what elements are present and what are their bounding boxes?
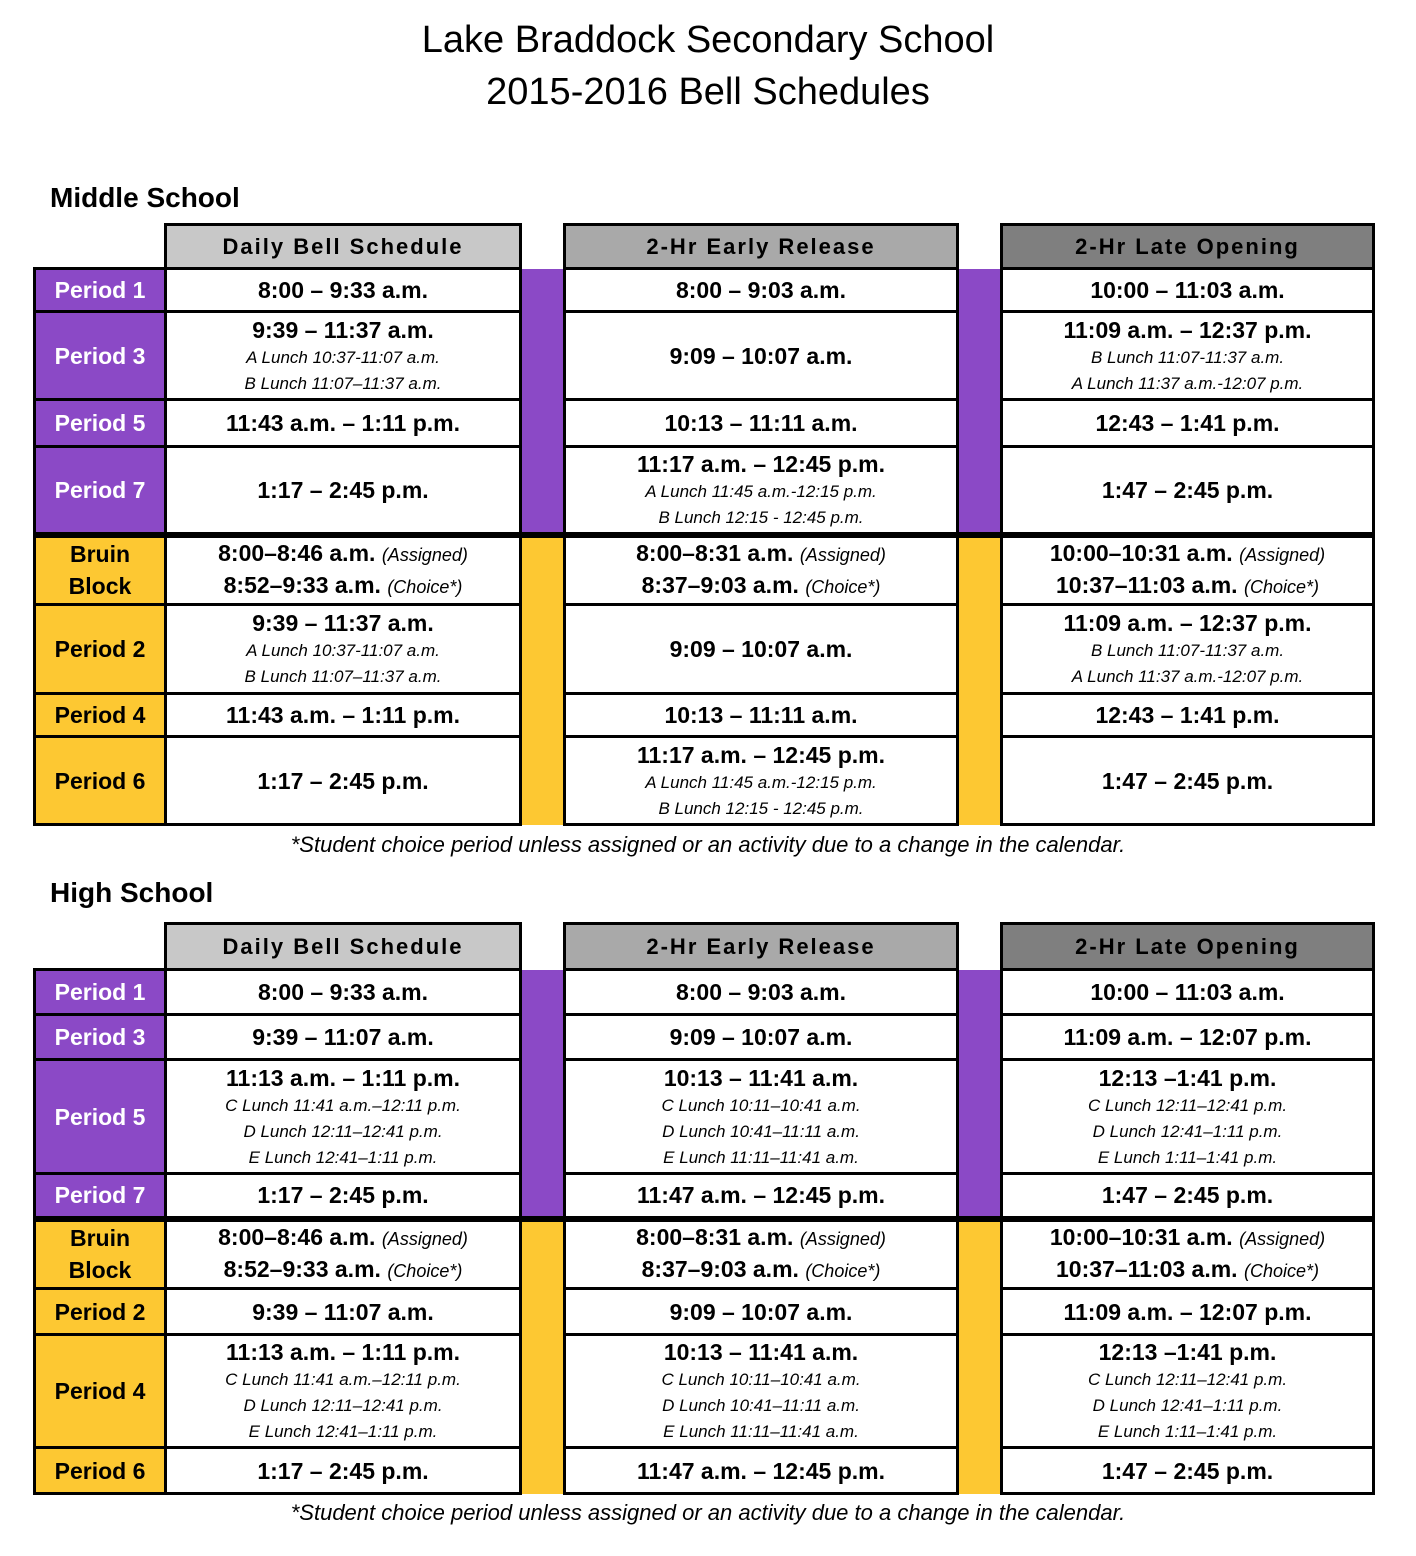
daily-cell: 11:43 a.m. – 1:11 p.m.	[166, 694, 521, 737]
late-cell: 10:00 – 11:03 a.m.	[1002, 970, 1374, 1015]
table-row	[35, 312, 1374, 400]
late-cell: 12:43 – 1:41 p.m.	[1002, 694, 1374, 737]
header-daily: Daily Bell Schedule	[166, 225, 521, 269]
daily-cell: 8:00–8:46 a.m. (Assigned) 8:52–9:33 a.m. (Choice*)	[166, 1219, 521, 1289]
header-late-opening: 2-Hr Late Opening	[1002, 225, 1374, 269]
late-cell: 10:00–10:31 a.m. (Assigned) 10:37–11:03 a.m. (Choice*)	[1002, 1219, 1374, 1289]
early-cell: 11:17 a.m. – 12:45 p.m. A Lunch 11:45 a.m.-12:15 p.m. B Lunch 12:15 - 12:45 p.m.	[565, 737, 958, 825]
daily-cell: 9:39 – 11:07 a.m.	[166, 1289, 521, 1335]
period-label: Period 7	[35, 447, 166, 535]
purple-divider	[958, 269, 1002, 535]
purple-divider	[521, 269, 565, 535]
early-cell: 9:09 – 10:07 a.m.	[565, 312, 958, 400]
table-row	[35, 1060, 1374, 1174]
table-row	[35, 1335, 1374, 1448]
period-label: Period 2	[35, 1289, 166, 1335]
table-row	[35, 737, 1374, 825]
document-title	[0, 14, 1416, 118]
period-label: Period 5	[35, 400, 166, 447]
early-cell: 11:17 a.m. – 12:45 p.m. A Lunch 11:45 a.m.-12:15 p.m. B Lunch 12:15 - 12:45 p.m.	[565, 447, 958, 535]
late-cell: 11:09 a.m. – 12:07 p.m.	[1002, 1289, 1374, 1335]
late-cell: 12:13 –1:41 p.m. C Lunch 12:11–12:41 p.m. D Lunch 12:41–1:11 p.m. E Lunch 1:11–1:41 p.m.	[1002, 1335, 1374, 1448]
late-cell: 10:00 – 11:03 a.m.	[1002, 269, 1374, 312]
late-cell: 12:13 –1:41 p.m. C Lunch 12:11–12:41 p.m. D Lunch 12:41–1:11 p.m. E Lunch 1:11–1:41 p.m.	[1002, 1060, 1374, 1174]
early-cell: 10:13 – 11:11 a.m.	[565, 694, 958, 737]
early-cell: 10:13 – 11:41 a.m. C Lunch 10:11–10:41 a.m. D Lunch 10:41–11:11 a.m. E Lunch 11:11–11:41 a.m.	[565, 1060, 958, 1174]
daily-cell: 11:13 a.m. – 1:11 p.m. C Lunch 11:41 a.m.–12:11 p.m. D Lunch 12:11–12:41 p.m. E Lunch 12:41–1:11 p.m.	[166, 1060, 521, 1174]
early-cell: 11:47 a.m. – 12:45 p.m.	[565, 1174, 958, 1219]
daily-cell: 1:17 – 2:45 p.m.	[166, 1448, 521, 1494]
table-row	[35, 1174, 1374, 1219]
late-cell: 1:47 – 2:45 p.m.	[1002, 737, 1374, 825]
early-cell: 8:00–8:31 a.m. (Assigned) 8:37–9:03 a.m. (Choice*)	[565, 535, 958, 605]
table-row	[35, 1219, 1374, 1289]
daily-cell: 1:17 – 2:45 p.m.	[166, 447, 521, 535]
purple-divider	[958, 970, 1002, 1219]
period-label: Period 6	[35, 1448, 166, 1494]
gold-divider	[958, 535, 1002, 825]
table-row	[35, 447, 1374, 535]
period-label: Period 7	[35, 1174, 166, 1219]
high-school-heading: High School	[50, 877, 214, 908]
header-early-release: 2-Hr Early Release	[565, 225, 958, 269]
daily-cell: 1:17 – 2:45 p.m.	[166, 737, 521, 825]
table-row	[35, 1015, 1374, 1060]
table-row	[35, 605, 1374, 694]
early-cell: 9:09 – 10:07 a.m.	[565, 1015, 958, 1060]
daily-cell: 1:17 – 2:45 p.m.	[166, 1174, 521, 1219]
daily-cell: 9:39 – 11:37 a.m. A Lunch 10:37-11:07 a.m. B Lunch 11:07–11:37 a.m.	[166, 605, 521, 694]
header-row	[35, 225, 1374, 269]
period-label: Period 6	[35, 737, 166, 825]
table-row	[35, 400, 1374, 447]
daily-cell: 9:39 – 11:07 a.m.	[166, 1015, 521, 1060]
late-cell: 12:43 – 1:41 p.m.	[1002, 400, 1374, 447]
early-cell: 8:00–8:31 a.m. (Assigned) 8:37–9:03 a.m. (Choice*)	[565, 1219, 958, 1289]
table-row	[35, 970, 1374, 1015]
late-cell: 11:09 a.m. – 12:37 p.m. B Lunch 11:07-11:37 a.m. A Lunch 11:37 a.m.-12:07 p.m.	[1002, 605, 1374, 694]
gold-divider	[958, 1219, 1002, 1494]
daily-cell: 9:39 – 11:37 a.m. A Lunch 10:37-11:07 a.m. B Lunch 11:07–11:37 a.m.	[166, 312, 521, 400]
daily-cell: 8:00–8:46 a.m. (Assigned) 8:52–9:33 a.m. (Choice*)	[166, 535, 521, 605]
late-cell: 1:47 – 2:45 p.m.	[1002, 1448, 1374, 1494]
daily-cell: 8:00 – 9:33 a.m.	[166, 970, 521, 1015]
table-row	[35, 535, 1374, 605]
late-cell: 1:47 – 2:45 p.m.	[1002, 1174, 1374, 1219]
early-cell: 9:09 – 10:07 a.m.	[565, 1289, 958, 1335]
period-label: Period 5	[35, 1060, 166, 1174]
daily-cell: 8:00 – 9:33 a.m.	[166, 269, 521, 312]
table-row	[35, 694, 1374, 737]
period-label: Bruin Block	[35, 535, 166, 605]
gold-divider	[521, 1219, 565, 1494]
header-early-release: 2-Hr Early Release	[565, 924, 958, 970]
early-cell: 8:00 – 9:03 a.m.	[565, 970, 958, 1015]
period-label: Period 4	[35, 1335, 166, 1448]
early-cell: 10:13 – 11:11 a.m.	[565, 400, 958, 447]
early-cell: 11:47 a.m. – 12:45 p.m.	[565, 1448, 958, 1494]
early-cell: 8:00 – 9:03 a.m.	[565, 269, 958, 312]
early-cell: 10:13 – 11:41 a.m. C Lunch 10:11–10:41 a.m. D Lunch 10:41–11:11 a.m. E Lunch 11:11–11:41 a.m.	[565, 1335, 958, 1448]
table-row	[35, 1289, 1374, 1335]
late-cell: 10:00–10:31 a.m. (Assigned) 10:37–11:03 a.m. (Choice*)	[1002, 535, 1374, 605]
table-row	[35, 1448, 1374, 1494]
period-label: Period 4	[35, 694, 166, 737]
period-label: Period 1	[35, 970, 166, 1015]
title-line-2: 2015-2016 Bell Schedules	[486, 71, 930, 113]
gold-divider	[521, 535, 565, 825]
late-cell: 1:47 – 2:45 p.m.	[1002, 447, 1374, 535]
purple-divider	[521, 970, 565, 1219]
header-late-opening: 2-Hr Late Opening	[1002, 924, 1374, 970]
period-label: Bruin Block	[35, 1219, 166, 1289]
period-label: Period 3	[35, 1015, 166, 1060]
middle-school-schedule-table	[33, 223, 1375, 826]
period-label: Period 3	[35, 312, 166, 400]
header-row	[35, 924, 1374, 970]
early-cell: 9:09 – 10:07 a.m.	[565, 605, 958, 694]
late-cell: 11:09 a.m. – 12:07 p.m.	[1002, 1015, 1374, 1060]
middle-school-heading: Middle School	[50, 182, 240, 213]
title-line-1: Lake Braddock Secondary School	[421, 19, 995, 61]
table-row	[35, 269, 1374, 312]
period-label: Period 1	[35, 269, 166, 312]
header-daily: Daily Bell Schedule	[166, 924, 521, 970]
high-school-schedule-table	[33, 922, 1375, 1495]
late-cell: 11:09 a.m. – 12:37 p.m. B Lunch 11:07-11:37 a.m. A Lunch 11:37 a.m.-12:07 p.m.	[1002, 312, 1374, 400]
daily-cell: 11:43 a.m. – 1:11 p.m.	[166, 400, 521, 447]
middle-school-footnote: *Student choice period unless assigned or an activity due to a change in the calendar.	[290, 832, 1126, 857]
high-school-footnote: *Student choice period unless assigned or an activity due to a change in the calendar.	[290, 1500, 1126, 1525]
daily-cell: 11:13 a.m. – 1:11 p.m. C Lunch 11:41 a.m.–12:11 p.m. D Lunch 12:11–12:41 p.m. E Lunch 12:41–1:11 p.m.	[166, 1335, 521, 1448]
period-label: Period 2	[35, 605, 166, 694]
